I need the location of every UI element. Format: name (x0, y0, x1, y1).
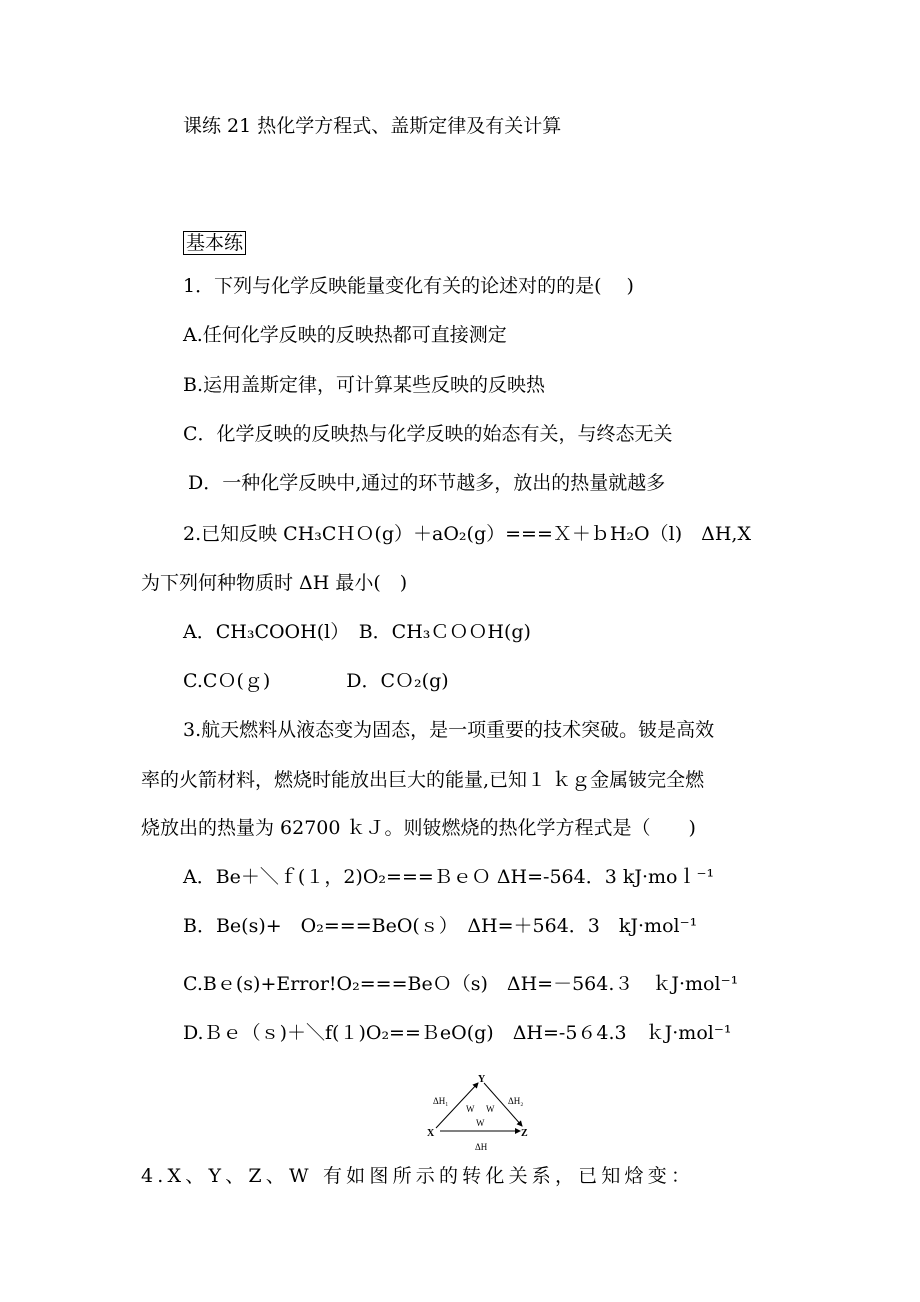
question-1-stem: 1．下列与化学反映能量变化有关的论述对的的是( ) (183, 275, 634, 297)
question-1-option-d: D．一种化学反映中,通过的环节越多，放出的热量就越多 (188, 472, 666, 494)
question-3-stem-line2: 率的火箭材料，燃烧时能放出巨大的能量,已知１ ｋｇ金属铍完全燃 (141, 769, 705, 791)
question-1-option-a: A.任何化学反映的反映热都可直接测定 (183, 324, 507, 346)
question-2-stem-line1: 2.已知反映 CH₃CＨＯ(g）＋aO₂(g）===Ｘ＋ｂH₂O（l) ΔH,X (183, 523, 751, 545)
question-2-options-cd: C.CＯ(ｇ) D．CＯ₂(g) (183, 670, 449, 692)
label-x: X (427, 1128, 435, 1139)
question-2-stem-line2: 为下列何种物质时 ΔH 最小( ) (141, 572, 408, 594)
label-dh: ΔH (475, 1142, 488, 1152)
label-y: Y (478, 1074, 486, 1085)
question-3-stem-line1: 3.航天燃料从液态变为固态，是一项重要的技术突破。铍是高效 (183, 719, 715, 741)
question-3-stem-line3: 烧放出的热量为 62700 ｋＪ。则铍燃烧的热化学方程式是（ ) (141, 817, 696, 839)
page-title: 课练 21 热化学方程式、盖斯定律及有关计算 (183, 115, 562, 137)
question-3-option-b: B．Be(s)+ O₂===BeO(ｓ） ΔH=＋564．3 kJ·mol⁻¹ (183, 915, 698, 937)
question-3-option-c: C.Bｅ(s)+Error!O₂===BeＯ（s) ΔH=－564.３ ｋJ·mol⁻¹ (183, 973, 739, 995)
label-dh2: ΔH₂ (508, 1096, 524, 1106)
label-w-right: W (486, 1104, 495, 1114)
question-3-option-d: D.Ｂｅ（ｓ)＋＼f(１)O₂==ＢeO(g) ΔH=-5６4.3 ｋJ·mol⁻¹ (183, 1022, 732, 1044)
label-w-left: W (466, 1104, 475, 1114)
question-1-option-c: C．化学反映的反映热与化学反映的始态有关，与终态无关 (183, 423, 673, 445)
label-w-bottom: W (476, 1118, 485, 1128)
question-1-option-b: B.运用盖斯定律，可计算某些反映的反映热 (183, 374, 546, 396)
section-label: 基本练 (183, 231, 246, 255)
question-4-stem-line1: 4.X、Y、Z、W 有如图所示的转化关系，已知焓变： (141, 1165, 695, 1187)
label-z: Z (521, 1128, 528, 1139)
conversion-diagram (424, 1068, 534, 1158)
label-dh1: ΔH₁ (433, 1096, 449, 1106)
question-2-options-ab: A．CH₃COOH(l） B．CH₃ＣＯＯH(g) (183, 621, 531, 643)
question-3-option-a: A．Be＋＼ｆ(１，2)O₂===ＢｅＯ ΔH=-564．3 kJ·moｌ⁻¹ (183, 866, 715, 888)
